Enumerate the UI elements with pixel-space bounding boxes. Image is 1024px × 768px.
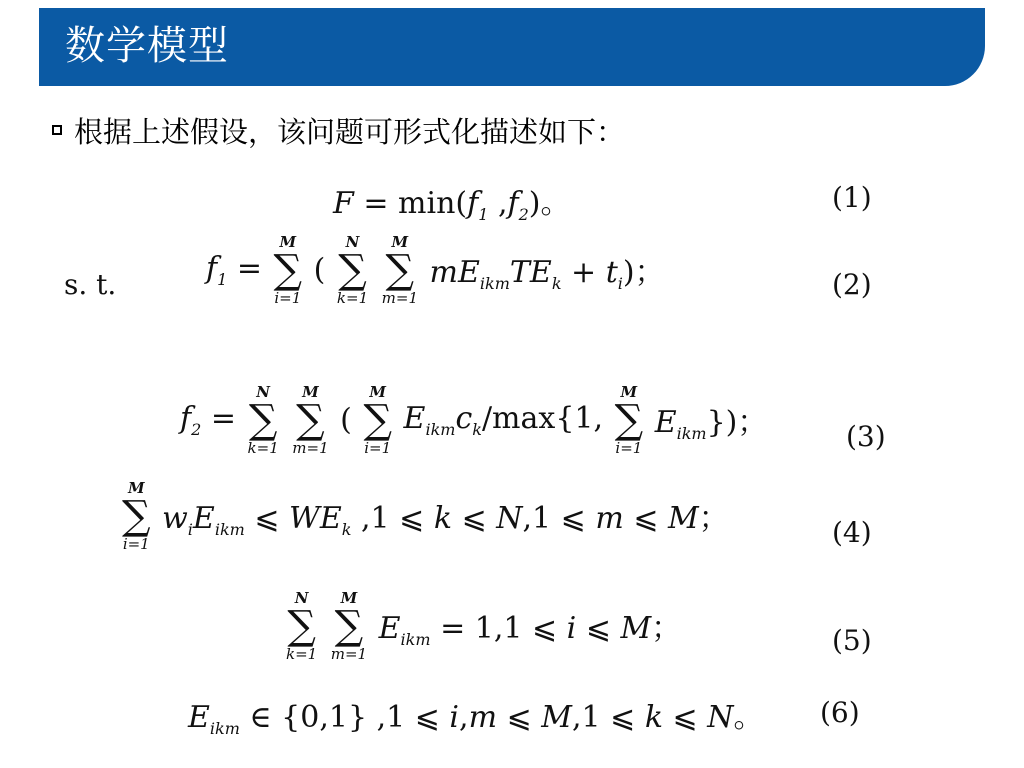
equation-number-1: (1) <box>832 181 872 214</box>
subject-to-label: s. t. <box>64 268 117 301</box>
equation-5: N ∑ k=1 M ∑ m=1 $E_{ikm} = 1,1$ ⩽ i ⩽ M； <box>286 589 682 663</box>
equation-3: $f_2$ = N ∑ k=1 M ∑ m=1 ( M ∑ i=1 $E_{ikm}c_k/\max\{1$, M ∑ i=1 $E_{ikm}$})； <box>180 383 768 457</box>
bullet-row <box>52 108 625 152</box>
equation-2: $f_1$ = M ∑ i=1 ( N ∑ k=1 M ∑ m=1 $mE_{ikm}TE_k + t_i$)； <box>206 233 665 307</box>
equation-number-5: (5) <box>832 624 872 657</box>
title-bar <box>39 8 985 86</box>
square-bullet-icon <box>52 125 62 135</box>
equation-4: M ∑ i=1 $w_iE_{ikm}$ ⩽ $WE_k$ ,1 ⩽ k ⩽ N,1 ⩽ m ⩽ M； <box>122 479 729 553</box>
equation-number-3: (3) <box>846 420 886 453</box>
equation-1: $F = \min(f_1$ $,f_2$)。 <box>333 186 571 224</box>
bullet-text: 根据上述假设，该问题可形式化描述如下： <box>74 114 626 149</box>
equation-number-6: (6) <box>820 696 860 729</box>
equation-6: $E_{ikm}$ ∈ {0,1} ,1 ⩽ i,m ⩽ M,1 ⩽ k ⩽ N。 <box>188 700 764 738</box>
slide-title: 数学模型 <box>65 23 229 69</box>
equation-number-2: (2) <box>832 268 872 301</box>
equation-number-4: (4) <box>832 516 872 549</box>
